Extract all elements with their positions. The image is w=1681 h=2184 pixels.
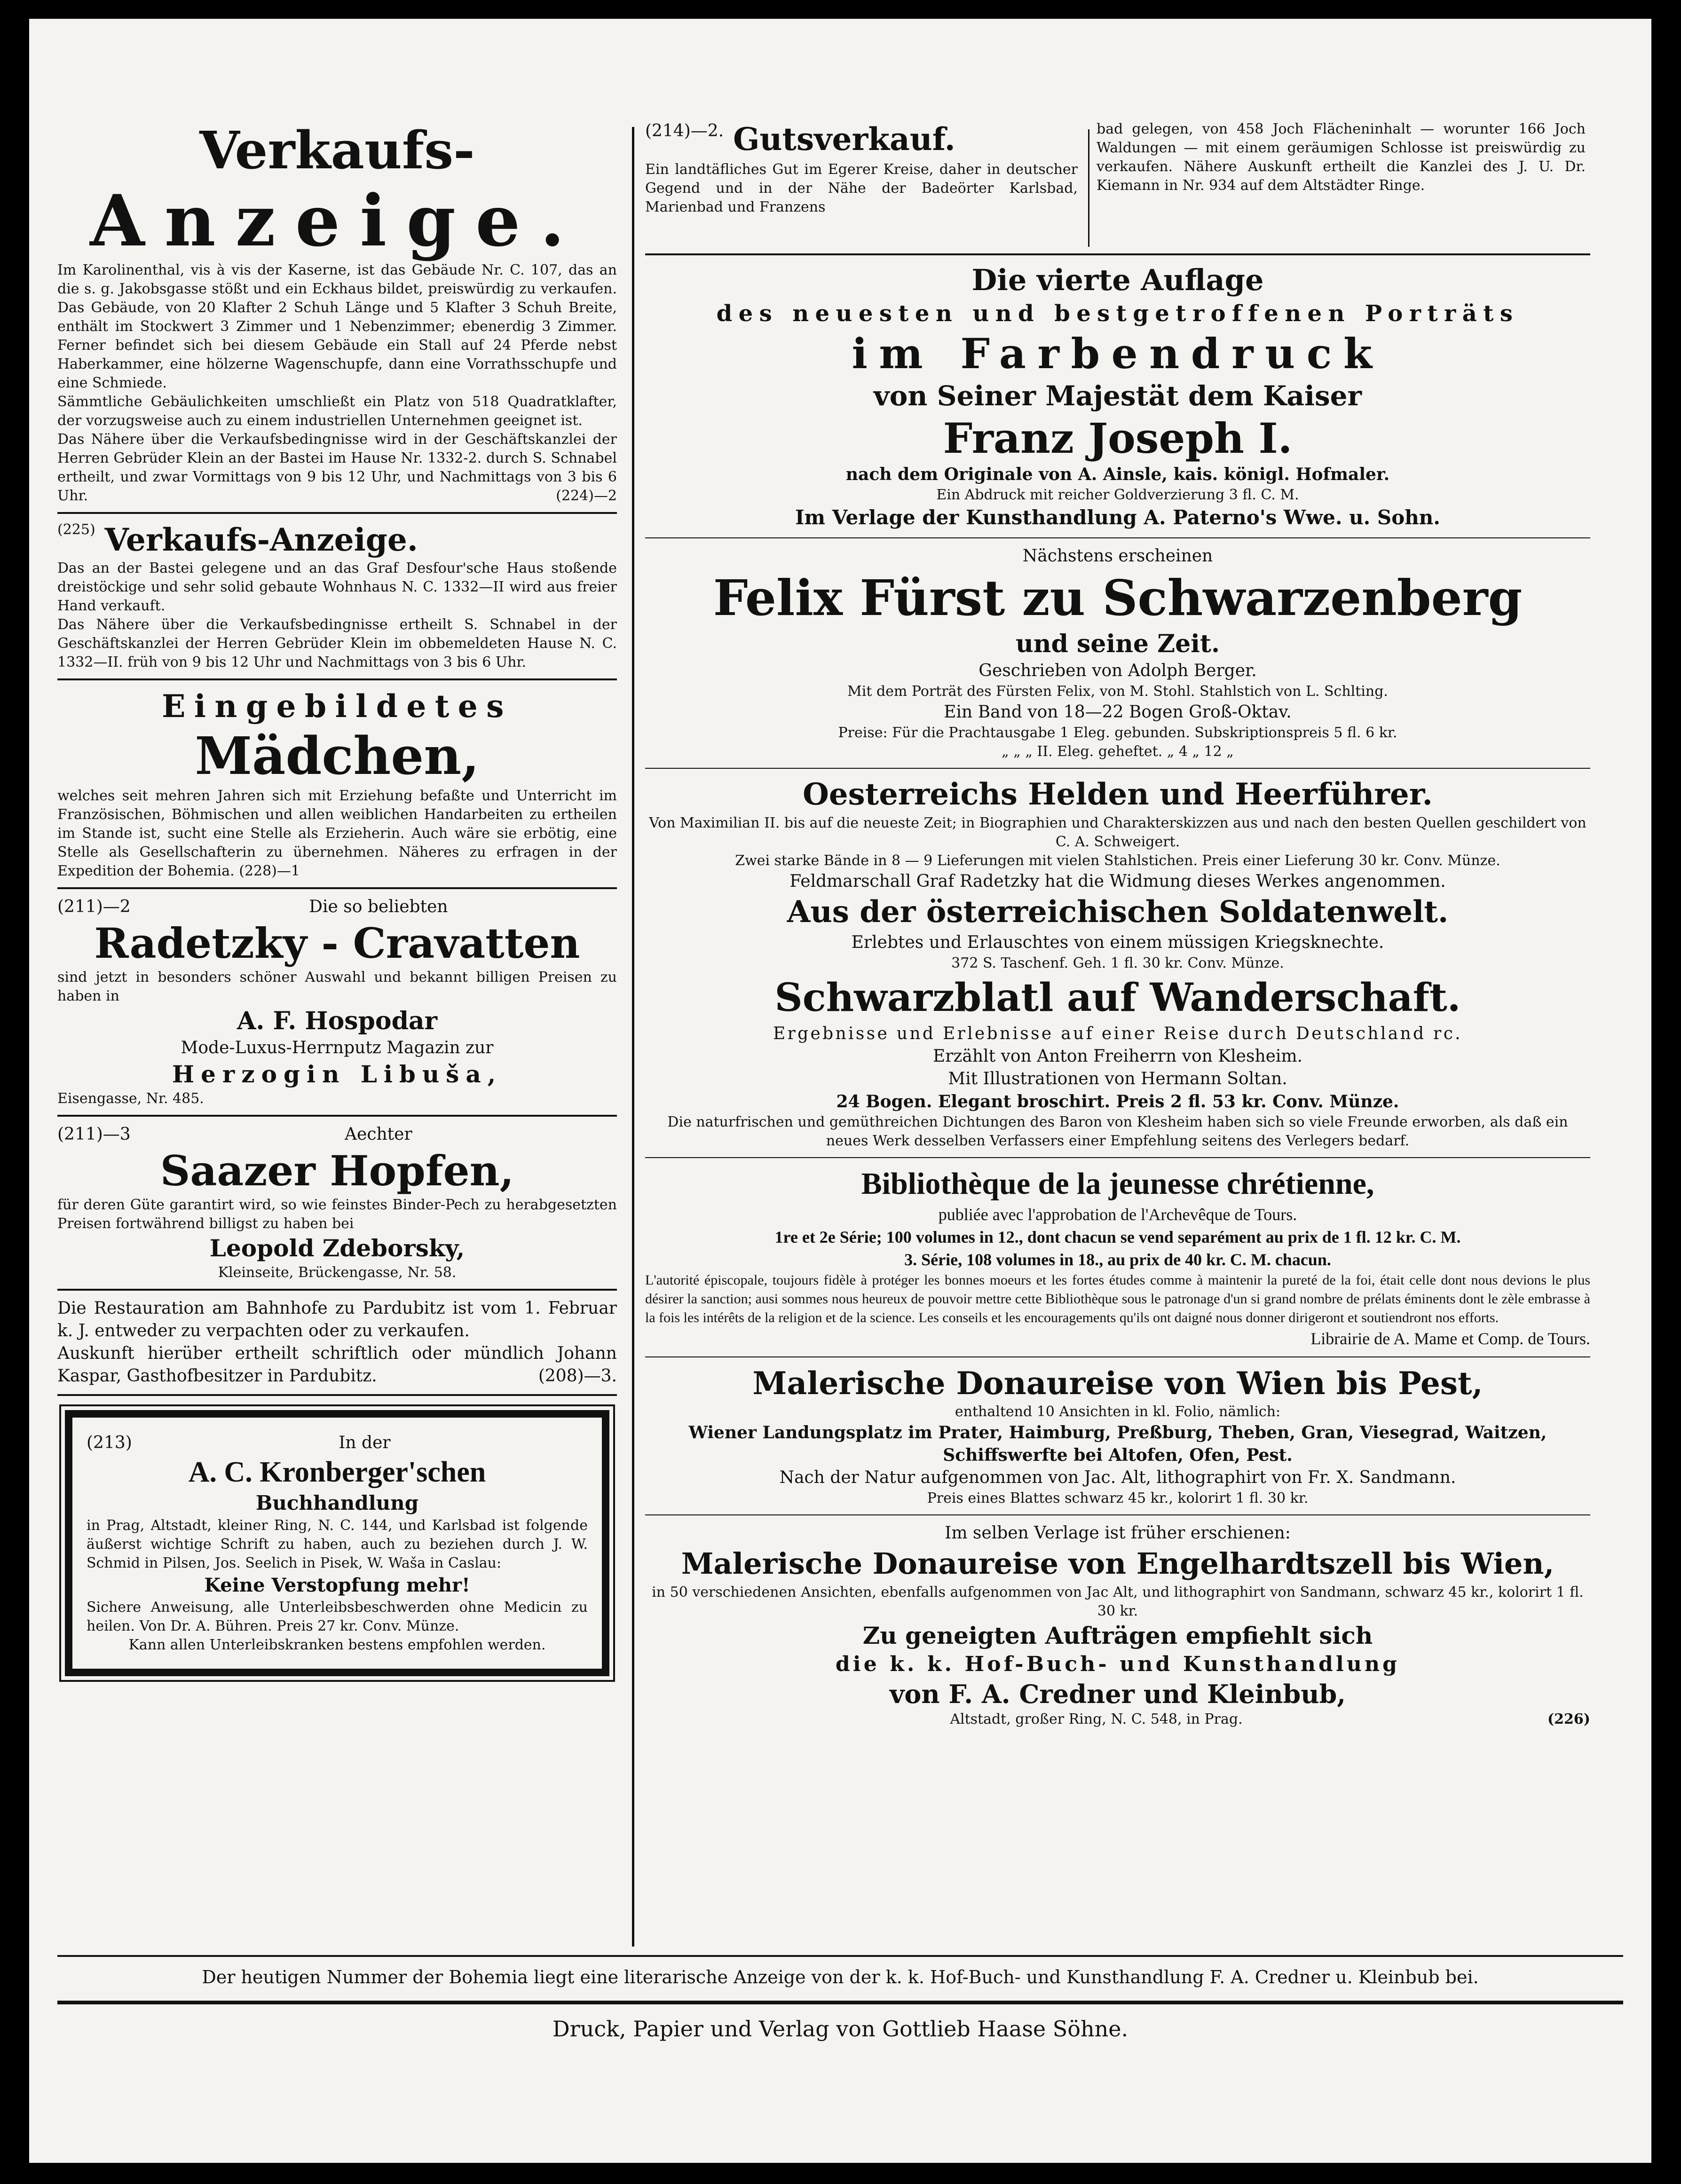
ad-pre: Die so beliebten	[309, 897, 448, 916]
ad-ref: (225)	[57, 521, 95, 538]
portrait-line8: Im Verlage der Kunsthandlung A. Paterno's Wwe. u. Sohn.	[795, 506, 1440, 529]
ad-emperor-portrait	[645, 262, 1590, 531]
ad-title: A. C. Kronberger'schen	[188, 1456, 486, 1488]
ad-educated-girl	[57, 687, 617, 881]
ad-radetzky-cravats	[57, 896, 617, 1108]
footer-rule	[57, 2001, 1623, 2004]
ad-gutsverkauf	[645, 120, 1590, 247]
separator	[645, 537, 1590, 538]
separator	[645, 768, 1590, 769]
ad-ref: (213)	[87, 1433, 132, 1452]
footer-printer: Druck, Papier und Verlag von Gottlieb Haase Söhne.	[552, 2016, 1129, 2042]
ad-body: Im Karolinenthal, vis à vis der Kaserne, ist das Gebäude Nr. C. 107, das an die s. g. Jakobsgasse stößt und ein Eckhaus bildet, preiswürdig zu verkaufen. Das Gebäude, von 20 Klafter 2 Schuh Länge und 5 Klafter 3 Schuh Breite, enthält im Stockwert 3 Zimmer und 1 Nebenzimmer; ebenerdig 3 Zimmer. Ferner befindet sich bei diesem Gebäude ein Stall auf 24 Pferde nebst Haberkammer, eine hölzerne Wagenschupfe, dann eine Vorrathsschupfe und eine Schmiede.	[57, 262, 617, 391]
book-description: in 50 verschiedenen Ansichten, ebenfalls aufgenommen von Jac Alt, und lithographirt von Sandmann, schwarz 45 kr., kolorirt 1 fl. 30 kr.	[652, 1584, 1584, 1619]
ad-ref: (228)—1	[239, 863, 300, 879]
orders-line1: Zu geneigten Aufträgen empfiehlt sich	[862, 1622, 1373, 1649]
announcement-heading: Nächstens erscheinen	[1022, 546, 1213, 566]
book-title: Malerische Donaureise von Wien bis Pest,	[752, 1365, 1483, 1402]
ad-bibliotheque	[645, 1165, 1590, 1350]
separator	[57, 512, 617, 514]
book-dedication: Feldmarschall Graf Radetzky hat die Widmung dieses Werkes angenommen.	[789, 872, 1446, 891]
ad-firm: A. F. Hospodar	[237, 1007, 438, 1035]
ad-schwarzblatl	[645, 973, 1590, 1151]
portrait-line1: Die vierte Auflage	[971, 263, 1264, 297]
ad-title-line1: Eingebildetes	[162, 688, 513, 725]
separator	[57, 1289, 617, 1291]
book-price: 24 Bogen. Elegant broschirt. Preis 2 fl. 53 kr. Conv. Münze.	[836, 1092, 1399, 1112]
ad-body: welches seit mehren Jahren sich mit Erziehung befaßte und Unterricht im Französischen, Böhmischen und allen weiblichen Handarbeiten zu ertheilen im Stande ist, sucht eine Stelle als Erzieherin. Auch wäre sie erbötig, eine Stelle als Gesellschafterin zu übernehmen. Näheres zu erfragen in der Expedition der Bohemia. (228)—1	[57, 788, 617, 879]
book-subtitle: enthaltend 10 Ansichten in kl. Folio, nämlich:	[955, 1403, 1281, 1420]
portrait-line7: Ein Abdruck mit reicher Goldverzierung 3 fl. C. M.	[936, 487, 1299, 503]
separator	[645, 1514, 1590, 1515]
ad-body-3: Das Nähere über die Verkaufsbedingnisse wird in der Geschäftskanzlei der Herren Gebrüder Klein an der Bastei im Hause Nr. 1332-2. durch S. Schnabel ertheilt, und zwar Vormittags von 9 bis 12 Uhr, und Nachmittags von 3 bis 6 Uhr. (224)—2	[57, 430, 617, 505]
separator	[57, 1115, 617, 1117]
ad-body: Das an der Bastei gelegene und an das Graf Desfour'sche Haus stoßende dreistöckige und sehr solid gebaute Wohnhaus N. C. 1332—II wird aus freier Hand verkauft.	[57, 560, 617, 614]
book-places: Wiener Landungsplatz im Prater, Haimburg, Preßburg, Theben, Gran, Viesegrad, Waitzen, Schiffswerfte bei Altofen, Ofen, Pest.	[688, 1423, 1547, 1465]
separator	[645, 1157, 1590, 1158]
ad-pre: Aechter	[345, 1125, 412, 1144]
ad-address: Eisengasse, Nr. 485.	[57, 1090, 204, 1107]
series-first: 1re et 2e Série; 100 volumes in 12., dont chacun se vend separément au prix de 1 fl. 12 kr. C. M.	[774, 1228, 1461, 1246]
orders-address-row	[645, 1710, 1590, 1729]
ad-body: in Prag, Altstadt, kleiner Ring, N. C. 144, und Karlsbad ist folgende äußerst wichtige Schrift zu haben, auch zu beziehen durch J. W. Schmid in Pilsen, Jos. Seelich in Pisek, W. Waša in Caslau:	[87, 1517, 588, 1571]
ad-karolinenthal	[57, 120, 617, 505]
book-title: Aus der österreichischen Soldatenwelt.	[787, 894, 1449, 930]
ad-body: sind jetzt in besonders schöner Auswahl und bekannt billigen Preisen zu haben in	[57, 969, 617, 1004]
ad-shop: Mode-Luxus-Herrnputz Magazin zur	[181, 1038, 494, 1057]
book-author: Geschrieben von Adolph Berger.	[979, 661, 1257, 680]
ad-title: Verkaufs-Anzeige.	[104, 521, 418, 558]
ad-firm: Leopold Zdeborsky,	[209, 1234, 465, 1262]
ad-body-3: Kann allen Unterleibskranken bestens empfohlen werden.	[128, 1637, 546, 1653]
ad-address: Kleinseite, Brückengasse, Nr. 58.	[218, 1264, 457, 1281]
book-price: Preis eines Blattes schwarz 45 kr., kolorirt 1 fl. 30 kr.	[927, 1490, 1309, 1506]
ad-ref: (226)	[1547, 1711, 1590, 1727]
separator	[57, 1394, 617, 1396]
book-note: Die naturfrischen und gemüthreichen Dichtungen des Baron von Klesheim haben sich so viele Freunde erworben, als daß ein neues Werk desselben Verfassers einer Empfehlung seitens des Verlegers bedarf.	[667, 1114, 1568, 1149]
book-price: Zwei starke Bände in 8 — 9 Lieferungen mit vielen Stahlstichen. Preis einer Lieferung 30 kr. Conv. Münze.	[735, 852, 1500, 869]
orders-address: Altstadt, großer Ring, N. C. 548, in Prag.	[950, 1711, 1243, 1727]
ad-subtitle: Buchhandlung	[255, 1491, 419, 1514]
series-publisher: Librairie de A. Mame et Comp. de Tours.	[1310, 1329, 1590, 1348]
ad-danube-engelhardtszell	[645, 1545, 1590, 1621]
book-title: Oesterreichs Helden und Heerführer.	[803, 777, 1433, 812]
portrait-line2: des neuesten und bestgetroffenen Porträts	[716, 300, 1519, 327]
ad-ref: (211)—3	[57, 1125, 131, 1144]
ad-body: bad gelegen, von 458 Joch Flächeninhalt — worunter 166 Joch Waldungen — mit einem geräumigen Schlosse ist preiswürdig zu verkaufen. Nähere Auskunft ertheilt die Kanzlei des J. U. Dr. Kiemann in Nr. 934 auf dem Altstädter Ringe.	[1097, 121, 1586, 194]
right-column	[645, 120, 1590, 1729]
ad-body-2: Sichere Anweisung, alle Unterleibsbeschwerden ohne Medicin zu heilen. Von Dr. A. Bühren. Preis 27 kr. Conv. Münze.	[87, 1599, 588, 1634]
book-volume: Ein Band von 18—22 Bogen Groß-Oktav.	[944, 702, 1292, 722]
ad-shop-name: Herzogin Libuša,	[172, 1060, 503, 1088]
ad-body-2: Sämmtliche Gebäulichkeiten umschließt ein Platz von 518 Quadratklafter, der vorzugsweise auch zu einem industriellen Unternehmen geeignet ist.	[57, 394, 617, 429]
book-illustrator: Mit Illustrationen von Hermann Soltan.	[948, 1069, 1287, 1088]
book-subtitle: Ergebnisse und Erlebnisse auf einer Reise durch Deutschland rc.	[773, 1024, 1462, 1043]
ad-title: Radetzky - Cravatten	[94, 919, 580, 968]
book-price-2: „ „ „ II. Eleg. geheftet. „ 4 „ 12 „	[1002, 743, 1234, 760]
portrait-line5: Franz Joseph I.	[943, 414, 1293, 463]
ad-body: Die Restauration am Bahnhofe zu Pardubitz ist vom 1. Februar k. J. entweder zu verpachten oder zu verkaufen.	[57, 1299, 617, 1340]
ad-pardubitz-restaurant	[57, 1297, 617, 1388]
same-publisher-heading: Im selben Verlage ist früher erschienen:	[945, 1523, 1291, 1543]
series-third: 3. Série, 108 volumes in 18., au prix de 40 kr. C. M. chacun.	[904, 1250, 1331, 1269]
ad-danube-vienna-pest	[645, 1364, 1590, 1508]
ad-saaz-hops	[57, 1123, 617, 1282]
book-portrait-note: Mit dem Porträt des Fürsten Felix, von M. Stohl. Stahlstich von L. Schlting.	[847, 683, 1388, 700]
book-price: 372 S. Taschenf. Geh. 1 fl. 30 kr. Conv. Münze.	[951, 955, 1284, 971]
ad-credner-orders	[645, 1621, 1590, 1729]
ad-ref: (208)—3.	[538, 1366, 617, 1386]
book-title: Felix Fürst zu Schwarzenberg	[713, 569, 1523, 627]
separator	[57, 887, 617, 889]
ad-ref: (211)—2	[57, 897, 131, 916]
series-subtitle: publiée avec l'approbation de l'Archevêque de Tours.	[938, 1205, 1297, 1224]
series-title: Bibliothèque de la jeunesse chrétienne,	[861, 1167, 1374, 1201]
ad-soldier-world	[645, 893, 1590, 973]
ad-title-line1: Verkaufs-	[199, 120, 475, 181]
ad-title-line2: Anzeige.	[90, 180, 584, 262]
book-title: Schwarzblatl auf Wanderschaft.	[774, 975, 1461, 1020]
ad-title: Saazer Hopfen,	[160, 1146, 514, 1195]
ad-body: für deren Güte garantirt wird, so wie feinstes Binder-Pech zu herabgesetzten Preisen fortwährend billigst zu haben bei	[57, 1197, 617, 1232]
ad-pre: In der	[339, 1433, 391, 1452]
ad-body-part1: Ein landtäfliches Gut im Egerer Kreise, daher in deutscher Gegend und in der Nähe der Badeörter Karlsbad, Marienbad und Franzens	[645, 161, 1078, 215]
ad-title-line2: Mädchen,	[195, 725, 480, 786]
left-column	[57, 120, 617, 1690]
book-author: Nach der Natur aufgenommen von Jac. Alt, lithographirt von Fr. X. Sandmann.	[779, 1468, 1456, 1487]
book-subtitle: Erlebtes und Erlauschtes von einem müssigen Kriegsknechte.	[851, 933, 1384, 952]
book-subtitle: und seine Zeit.	[1015, 630, 1220, 658]
newspaper-page	[29, 19, 1651, 2163]
ad-ref: (224)—2	[556, 488, 617, 504]
book-author: Erzählt von Anton Freiherrn von Klesheim.	[932, 1047, 1303, 1066]
ad-headline: Keine Verstopfung mehr!	[204, 1574, 470, 1596]
portrait-line6: nach dem Originale von A. Ainsle, kais. königl. Hofmaler.	[845, 465, 1390, 484]
orders-line3: von F. A. Credner und Kleinbub,	[889, 1679, 1346, 1709]
series-description: L'autorité épiscopale, toujours fidèle à protéger les bonnes moeurs et les fortes études comme à maintenir la pureté de la foi, était celle dont nous devions le plus désirer la sanction; ausi sommes nous heureux de pouvoir mettre cette Bibliothèque sous le patronage d'un si grand nombre de prélats éminents dont le zèle embrasse à la fois les intérêts de la religion et de la science. Les conseils et les encouragements qu'ils ont daigné nous donner dirigeront et soutiendront nos efforts.	[645, 1272, 1590, 1325]
separator	[57, 678, 617, 680]
portrait-line3: im Farbendruck	[852, 329, 1384, 378]
ad-schwarzenberg-book	[645, 568, 1590, 761]
ad-kronberger-bookshop	[65, 1410, 609, 1676]
book-description: Von Maximilian II. bis auf die neueste Zeit; in Biographien und Charakterskizzen aus und nach den besten Quellen geschildert von C. A. Schweigert.	[649, 815, 1586, 850]
footer-supplement-note: Der heutigen Nummer der Bohemia liegt eine literarische Anzeige von der k. k. Hof-Buch- und Kunsthandlung F. A. Credner u. Kleinbub bei.	[202, 1967, 1479, 1987]
ad-body-2: Auskunft hierüber ertheilt schriftlich oder mündlich Johann Kaspar, Gasthofbesitzer in Pardubitz. (208)—3.	[57, 1342, 617, 1388]
orders-line2: die k. k. Hof-Buch- und Kunsthandlung	[835, 1652, 1400, 1676]
separator	[645, 253, 1590, 255]
book-price-1: Preise: Für die Prachtausgabe 1 Eleg. gebunden. Subskriptionspreis 5 fl. 6 kr.	[838, 725, 1397, 741]
portrait-line4: von Seiner Majestät dem Kaiser	[873, 380, 1362, 412]
ad-bastei-house	[57, 520, 617, 672]
column-divider	[632, 127, 634, 1947]
ad-austrian-heroes	[645, 775, 1590, 893]
ad-body-2: Das Nähere über die Verkaufsbedingnisse ertheilt S. Schnabel in der Geschäftskanzlei der Herren Gebrüder Klein im obbemeldeten Hause N. C. 1332—II. früh von 9 bis 12 Uhr und Nachmittags von 3 bis 6 Uhr.	[57, 616, 617, 670]
separator	[645, 1356, 1590, 1357]
ad-title: Gutsverkauf.	[733, 121, 955, 158]
ad-ref: (214)—2.	[645, 121, 724, 141]
book-title: Malerische Donaureise von Engelhardtszell bis Wien,	[681, 1546, 1555, 1581]
footer-rule-top	[57, 1955, 1623, 1957]
